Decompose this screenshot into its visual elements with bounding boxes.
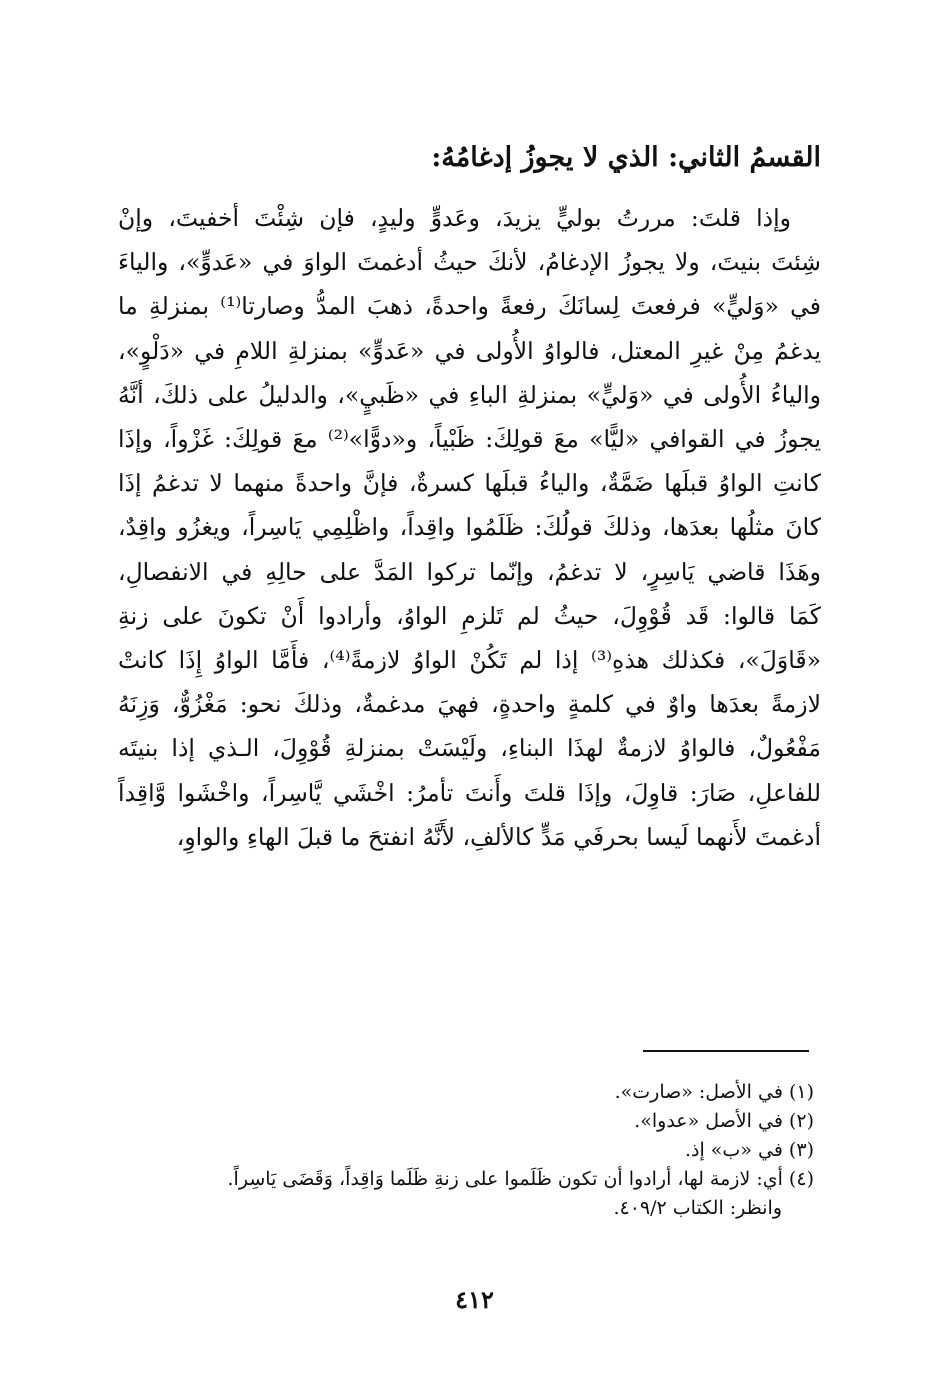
text-line: في «وَليٍّ» فرفعتَ لِسانَكَ رفعةً واحدةً، ذهبَ المدُّ وصارتا⁽¹⁾ بمنزلةِ ما: [118, 292, 821, 321]
footnote-2: (٢) في الأصل «عدوا».: [634, 1110, 814, 1132]
text-line: لازمةً بعدَها واوٌ في كلمةٍ واحدةٍ، فهيَ مدغمةٌ، وذلكَ نحو: مَغْزُوٌّ، وَزِنَهُ: [118, 690, 821, 719]
text-line: للفاعلِ، صَارَ: قاوِلَ، وإذَا قلتَ وأَنتَ تأمرُ: اخْشَي يَّاسِراً، واخْشَوا وَّاقِداً: [118, 778, 821, 807]
footnote-1: (١) في الأصل: «صارت».: [614, 1081, 814, 1103]
footnote-4-continued: وانظر: الكتاب ٤٠٩/٢.: [613, 1197, 782, 1219]
text-line: كانَ مثلُها بعدَها، وذلكَ قولُكَ: ظَلَمُوا واقِداً، واظْلِمِي يَاسِراً، ويغزُو واقِدٌ،: [118, 513, 821, 542]
text-line: كانتِ الواوُ قبلَها ضَمَّةٌ، والياءُ قبلَها كسرةٌ، فإنَّ واحدةً منهما لا تدغمُ إذَا: [118, 469, 821, 498]
footnote-separator: [643, 1050, 809, 1052]
text-line: وهَذَا قاضي يَاسِرٍ، لا تدغمُ، وإنّما تركوا المَدَّ على حالِهِ في الانفصالِ،: [118, 557, 821, 586]
main-text: [118, 196, 821, 859]
text-line: «قَاوَلَ»، فكذلك هذهِ⁽³⁾ إذا لم تَكُنْ الواوُ لازمةً⁽⁴⁾، فأَمَّا الواوُ إِذَا كانتْ: [118, 646, 821, 675]
text-line: مَفْعُولٌ، فالواوُ لازمةٌ لهذَا البناءِ، ولَيْسَتْ بمنزلةِ قُوْوِلَ، الـذي إذا بنيتَه: [118, 734, 821, 763]
footnote-3: (٣) في «ب» إذ.: [684, 1139, 814, 1161]
text-line: كَمَا قالوا: قَد قُوْوِلَ، حيثُ لم تَلزمِ الواوُ، وأرادوا أَنْ تكونَ على زنةِ: [118, 601, 821, 630]
text-line: يدغمُ مِنْ غيرِ المعتل، فالواوُ الأُولى في «عَدوٍّ» بمنزلةِ اللامِ في «دَلْوٍ»،: [118, 336, 821, 365]
text-line: أدغمتَ لأَنهما لَيسا بحرفَي مَدٍّ كالألفِ، لأَنَّهُ انفتحَ ما قبلَ الهاءِ والواوِ،: [176, 822, 821, 851]
text-line: وإذا قلتَ: مررتُ بوليٍّ يزيدَ، وعَدوٍّ وليدٍ، فإن شِئْتَ أخفيتَ، وإنْ: [118, 204, 791, 232]
footnote-4: (٤) أي: لازمة لها، أرادوا أن تكون ظَلَموا على زنةِ ظَلَما وَاقِداً، وَقَضَى يَاسِراً.: [227, 1168, 814, 1190]
section-heading: القسمُ الثاني: الذي لا يجوزُ إدغامُهُ:: [431, 142, 821, 173]
text-line: شِئتَ بنيتَ، ولا يجوزُ الإدغامُ، لأنكَ حيثُ أدغمتَ الواوَ في «عَدوٍّ»، والياءَ: [118, 248, 821, 277]
text-line: يجوزُ في القوافي «ليًّا» معَ قولِكَ: ظَبْياً، و«دوًّا»⁽²⁾ معَ قولِكَ: غَزْواً، وإذَا: [118, 425, 821, 454]
page-number: ٤١٢: [455, 1285, 494, 1314]
text-line: والياءُ الأُولى في «وَليٍّ» بمنزلةِ الباءِ في «ظَبيٍ»، والدليلُ على ذلكَ، أنَّهُ: [118, 380, 821, 409]
footnotes: [120, 1078, 814, 1223]
